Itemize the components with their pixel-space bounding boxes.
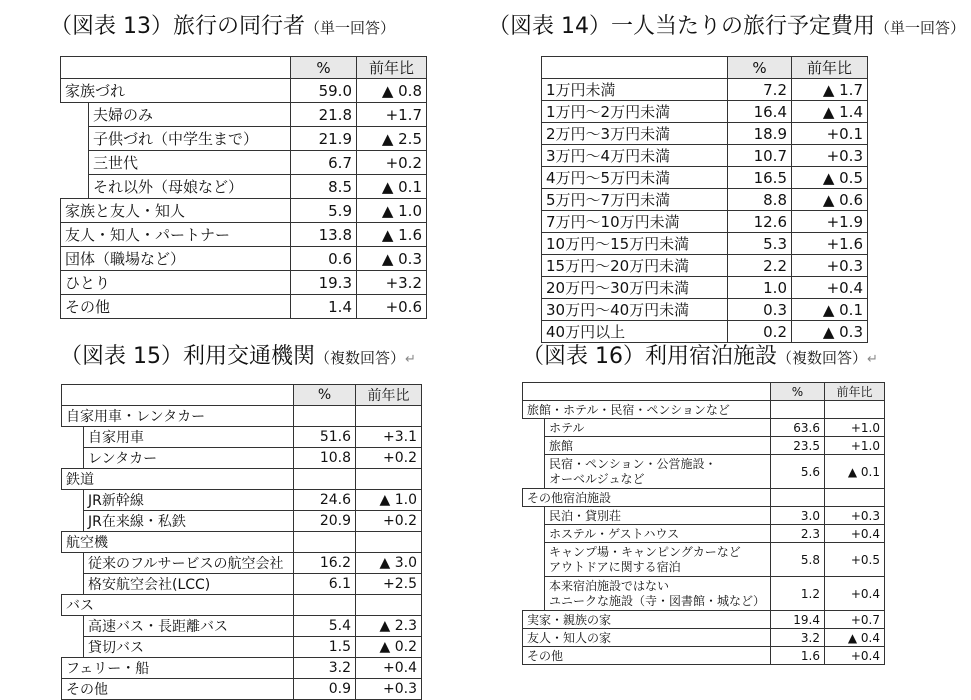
row-label: ホステル・ゲストハウス — [545, 525, 771, 543]
table-row — [542, 79, 868, 101]
row-yoy: ▲ 0.6 — [792, 189, 868, 211]
row-label: 15万円～20万円未満 — [542, 255, 728, 277]
table16 — [522, 382, 885, 665]
row-pct: 1.0 — [728, 277, 792, 299]
table-group-row — [523, 401, 885, 419]
row-pct — [294, 406, 356, 427]
row-pct: 23.5 — [771, 437, 825, 455]
row-yoy: +0.6 — [357, 295, 427, 319]
header-yoy: 前年比 — [357, 57, 427, 79]
row-pct: 16.2 — [294, 553, 356, 574]
header-blank — [61, 57, 291, 79]
table-row — [542, 145, 868, 167]
table-row — [62, 427, 422, 448]
table14 — [541, 56, 868, 343]
row-pct: 7.2 — [728, 79, 792, 101]
row-pct: 16.4 — [728, 101, 792, 123]
table-row — [542, 211, 868, 233]
table-header-row — [61, 57, 427, 79]
row-label: 団体（職場など） — [61, 247, 291, 271]
row-yoy — [356, 595, 422, 616]
header-yoy: 前年比 — [792, 57, 868, 79]
table-row — [61, 103, 427, 127]
table-row — [62, 658, 422, 679]
table-row — [62, 616, 422, 637]
table-row — [542, 255, 868, 277]
row-label: フェリー・船 — [62, 658, 294, 679]
row-label: 格安航空会社(LCC) — [84, 574, 294, 595]
return-mark-icon: ↵ — [405, 352, 416, 367]
table-row — [523, 437, 885, 455]
group-label: バス — [62, 595, 294, 616]
row-label: 30万円～40万円未満 — [542, 299, 728, 321]
table-group-row — [62, 595, 422, 616]
row-pct: 3.0 — [771, 507, 825, 525]
table-row — [523, 577, 885, 611]
row-yoy: +0.3 — [356, 679, 422, 700]
table-row — [542, 321, 868, 343]
row-yoy — [825, 489, 885, 507]
table-row — [542, 167, 868, 189]
table-group-row — [62, 469, 422, 490]
header-blank — [542, 57, 728, 79]
table14-title-text: （図表 14）一人当たりの旅行予定費用 — [488, 14, 875, 39]
row-pct: 2.2 — [728, 255, 792, 277]
row-yoy: +0.2 — [357, 151, 427, 175]
row-yoy: ▲ 3.0 — [356, 553, 422, 574]
row-yoy: +0.4 — [825, 647, 885, 665]
row-label: 高速バス・長距離バス — [84, 616, 294, 637]
row-yoy: ▲ 2.5 — [357, 127, 427, 151]
table-row — [61, 271, 427, 295]
table-header-row — [62, 385, 422, 406]
row-label: その他 — [62, 679, 294, 700]
row-pct: 21.8 — [291, 103, 357, 127]
row-label: 民泊・貸別荘 — [545, 507, 771, 525]
row-label: それ以外（母娘など） — [89, 175, 291, 199]
row-pct: 24.6 — [294, 490, 356, 511]
table-header-row — [523, 383, 885, 401]
table-row — [61, 175, 427, 199]
table-header-row — [542, 57, 868, 79]
row-pct: 2.3 — [771, 525, 825, 543]
row-pct: 5.8 — [771, 543, 825, 577]
header-blank — [62, 385, 294, 406]
table-row — [62, 574, 422, 595]
table-row — [62, 448, 422, 469]
row-pct: 5.9 — [291, 199, 357, 223]
row-yoy: +3.2 — [357, 271, 427, 295]
row-yoy: ▲ 0.8 — [357, 79, 427, 103]
row-yoy: +1.9 — [792, 211, 868, 233]
row-pct: 1.4 — [291, 295, 357, 319]
row-label: 3万円～4万円未満 — [542, 145, 728, 167]
row-yoy: ▲ 0.4 — [825, 629, 885, 647]
row-label: 20万円～30万円未満 — [542, 277, 728, 299]
row-yoy: ▲ 1.0 — [356, 490, 422, 511]
row-pct: 0.6 — [291, 247, 357, 271]
header-yoy: 前年比 — [825, 383, 885, 401]
row-pct: 10.8 — [294, 448, 356, 469]
row-pct: 21.9 — [291, 127, 357, 151]
row-yoy: +0.3 — [792, 145, 868, 167]
row-pct: 8.8 — [728, 189, 792, 211]
table-row — [523, 507, 885, 525]
table16-note: （複数回答） — [777, 349, 868, 367]
row-yoy: +0.4 — [825, 525, 885, 543]
row-label: 7万円～10万円未満 — [542, 211, 728, 233]
table-row — [523, 647, 885, 665]
row-label: 自家用車 — [84, 427, 294, 448]
row-yoy: ▲ 0.3 — [792, 321, 868, 343]
row-label: 家族づれ — [61, 79, 291, 103]
row-yoy: ▲ 0.1 — [792, 299, 868, 321]
header-pct: % — [294, 385, 356, 406]
row-pct: 0.3 — [728, 299, 792, 321]
row-yoy: ▲ 1.0 — [357, 199, 427, 223]
row-label: 友人・知人・パートナー — [61, 223, 291, 247]
table13-title — [50, 14, 395, 41]
row-pct: 19.3 — [291, 271, 357, 295]
row-pct: 1.2 — [771, 577, 825, 611]
row-pct: 6.7 — [291, 151, 357, 175]
table16-title — [522, 344, 878, 373]
row-yoy: +1.6 — [792, 233, 868, 255]
row-pct: 63.6 — [771, 419, 825, 437]
table-row — [523, 525, 885, 543]
row-yoy: +0.2 — [356, 448, 422, 469]
table-row — [542, 123, 868, 145]
row-pct — [294, 469, 356, 490]
row-pct: 3.2 — [771, 629, 825, 647]
row-label-line1: 民宿・ペンション・公営施設・ — [549, 456, 717, 471]
row-yoy: ▲ 1.4 — [792, 101, 868, 123]
table14-note: （単一回答） — [875, 19, 966, 37]
table-row — [61, 79, 427, 103]
row-yoy: +2.5 — [356, 574, 422, 595]
table-row — [61, 199, 427, 223]
row-label: 実家・親族の家 — [523, 611, 771, 629]
row-pct: 0.2 — [728, 321, 792, 343]
row-pct: 1.6 — [771, 647, 825, 665]
row-label: 従来のフルサービスの航空会社 — [84, 553, 294, 574]
table-row — [523, 455, 885, 489]
row-yoy — [356, 469, 422, 490]
row-yoy: ▲ 0.1 — [357, 175, 427, 199]
row-label: レンタカー — [84, 448, 294, 469]
row-yoy: ▲ 1.7 — [792, 79, 868, 101]
row-label: JR在来線・私鉄 — [84, 511, 294, 532]
table15-title — [60, 344, 416, 373]
table-group-row — [523, 489, 885, 507]
row-yoy: +0.1 — [792, 123, 868, 145]
group-label: 旅館・ホテル・民宿・ペンションなど — [523, 401, 771, 419]
row-label: 4万円～5万円未満 — [542, 167, 728, 189]
table13-note: （単一回答） — [305, 19, 396, 37]
row-pct: 12.6 — [728, 211, 792, 233]
group-label: 自家用車・レンタカー — [62, 406, 294, 427]
row-pct: 8.5 — [291, 175, 357, 199]
group-label: 鉄道 — [62, 469, 294, 490]
row-label: 40万円以上 — [542, 321, 728, 343]
table15-note: （複数回答） — [315, 349, 406, 367]
row-yoy: ▲ 0.3 — [357, 247, 427, 271]
row-yoy: +0.4 — [825, 577, 885, 611]
header-pct: % — [291, 57, 357, 79]
table-row — [62, 679, 422, 700]
row-yoy: +1.0 — [825, 437, 885, 455]
table14-title — [488, 14, 965, 41]
row-label: 三世代 — [89, 151, 291, 175]
row-yoy: +0.4 — [792, 277, 868, 299]
row-pct: 19.4 — [771, 611, 825, 629]
row-pct: 5.3 — [728, 233, 792, 255]
table15-title-text: （図表 15）利用交通機関 — [60, 344, 315, 369]
row-label: 5万円～7万円未満 — [542, 189, 728, 211]
row-label: ホテル — [545, 419, 771, 437]
row-pct: 18.9 — [728, 123, 792, 145]
row-label: 10万円～15万円未満 — [542, 233, 728, 255]
row-yoy: +0.4 — [356, 658, 422, 679]
table-row — [542, 101, 868, 123]
header-pct: % — [771, 383, 825, 401]
row-label-line2: アウトドアに関する宿泊 — [549, 559, 681, 574]
row-yoy: ▲ 0.1 — [825, 455, 885, 489]
row-label — [545, 577, 771, 611]
row-label: 1万円未満 — [542, 79, 728, 101]
table13-title-text: （図表 13）旅行の同行者 — [50, 14, 305, 39]
header-blank — [523, 383, 771, 401]
row-pct — [771, 489, 825, 507]
row-yoy: +0.5 — [825, 543, 885, 577]
row-label: 1万円～2万円未満 — [542, 101, 728, 123]
row-label: 友人・知人の家 — [523, 629, 771, 647]
row-pct: 59.0 — [291, 79, 357, 103]
row-yoy: +1.7 — [357, 103, 427, 127]
row-label: 旅館 — [545, 437, 771, 455]
row-label: その他 — [61, 295, 291, 319]
row-pct — [294, 595, 356, 616]
table-row — [61, 295, 427, 319]
row-label: 貸切バス — [84, 637, 294, 658]
row-yoy: ▲ 2.3 — [356, 616, 422, 637]
row-yoy — [825, 401, 885, 419]
row-yoy — [356, 406, 422, 427]
row-yoy: +0.7 — [825, 611, 885, 629]
group-label: 航空機 — [62, 532, 294, 553]
row-pct: 51.6 — [294, 427, 356, 448]
table-row — [542, 277, 868, 299]
table-row — [523, 419, 885, 437]
table-row — [523, 543, 885, 577]
row-pct: 3.2 — [294, 658, 356, 679]
row-pct: 1.5 — [294, 637, 356, 658]
group-label: その他宿泊施設 — [523, 489, 771, 507]
row-label — [545, 543, 771, 577]
row-pct: 5.6 — [771, 455, 825, 489]
header-pct: % — [728, 57, 792, 79]
row-pct: 0.9 — [294, 679, 356, 700]
table-row — [62, 553, 422, 574]
table-row — [523, 629, 885, 647]
row-yoy: +0.2 — [356, 511, 422, 532]
table-group-row — [62, 532, 422, 553]
table-row — [61, 151, 427, 175]
row-label: その他 — [523, 647, 771, 665]
table15 — [61, 384, 422, 700]
row-label: ひとり — [61, 271, 291, 295]
table-group-row — [62, 406, 422, 427]
table-row — [61, 127, 427, 151]
row-label-line1: キャンプ場・キャンピングカーなど — [549, 544, 741, 559]
row-yoy: ▲ 1.6 — [357, 223, 427, 247]
row-pct: 10.7 — [728, 145, 792, 167]
return-mark-icon: ↵ — [867, 352, 878, 367]
row-yoy: +3.1 — [356, 427, 422, 448]
table-row — [62, 637, 422, 658]
row-label: 家族と友人・知人 — [61, 199, 291, 223]
row-label: 子供づれ（中学生まで） — [89, 127, 291, 151]
row-pct — [771, 401, 825, 419]
row-yoy — [356, 532, 422, 553]
header-yoy: 前年比 — [356, 385, 422, 406]
table-row — [61, 223, 427, 247]
row-yoy: ▲ 0.5 — [792, 167, 868, 189]
row-pct: 16.5 — [728, 167, 792, 189]
row-label: 2万円～3万円未満 — [542, 123, 728, 145]
table-row — [523, 611, 885, 629]
row-label-line2: オーベルジュなど — [549, 471, 645, 486]
row-yoy: ▲ 0.2 — [356, 637, 422, 658]
row-pct: 6.1 — [294, 574, 356, 595]
row-label — [545, 455, 771, 489]
row-pct: 20.9 — [294, 511, 356, 532]
row-pct: 5.4 — [294, 616, 356, 637]
table-row — [542, 233, 868, 255]
row-pct — [294, 532, 356, 553]
row-yoy: +1.0 — [825, 419, 885, 437]
table-row — [542, 189, 868, 211]
table-row — [62, 511, 422, 532]
row-label-line1: 本来宿泊施設ではない — [549, 578, 670, 593]
row-label-line2: ユニークな施設（寺・図書館・城など） — [549, 593, 766, 608]
table16-title-text: （図表 16）利用宿泊施設 — [522, 344, 777, 369]
table-row — [61, 247, 427, 271]
row-pct: 13.8 — [291, 223, 357, 247]
row-label: 夫婦のみ — [89, 103, 291, 127]
table-row — [542, 299, 868, 321]
row-yoy: +0.3 — [825, 507, 885, 525]
table-row — [62, 490, 422, 511]
row-label: JR新幹線 — [84, 490, 294, 511]
row-yoy: +0.3 — [792, 255, 868, 277]
table13 — [60, 56, 427, 319]
